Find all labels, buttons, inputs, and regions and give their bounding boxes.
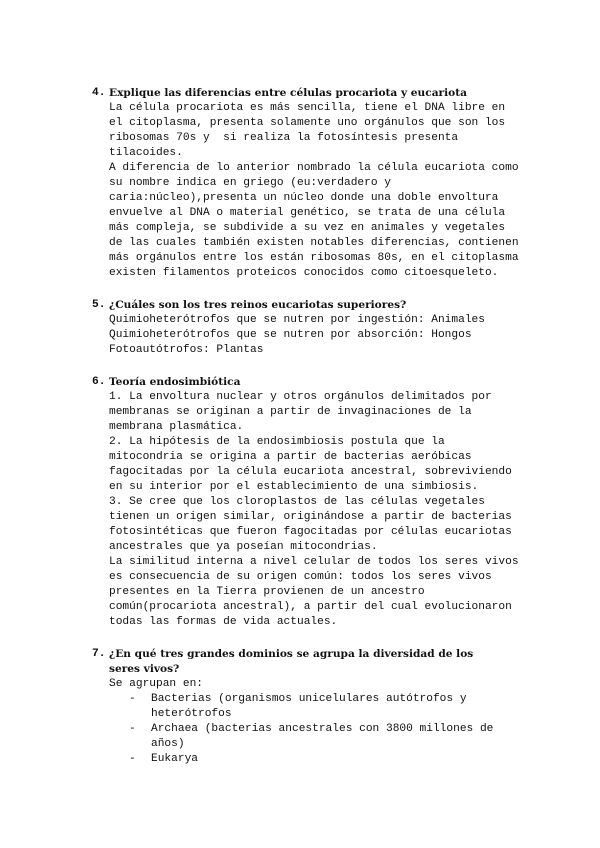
answer-text xyxy=(109,390,532,630)
text-line: tilacoides. xyxy=(109,147,183,159)
text-line: Quimioheterótrofos que se nutren por absorción: Hongos xyxy=(109,329,472,341)
dash-bullet: - xyxy=(129,693,136,705)
text-line: Eukarya xyxy=(151,753,198,765)
question-title: Teoría endosimbiótica xyxy=(109,376,241,388)
text-line: existen filamentos proteicos conocidos como citoesqueleto. xyxy=(109,267,499,279)
question-number: 7. xyxy=(92,648,106,660)
text-line: tienen un origen similar, originándose a partir de bacterias xyxy=(109,511,512,523)
text-line: La célula procariota es más sencilla, tiene el DNA libre en xyxy=(109,102,506,114)
question-4 xyxy=(92,86,532,281)
text-line: es consecuencia de su origen común: todos los seres vivos xyxy=(109,571,492,583)
question-4-heading xyxy=(92,86,532,101)
question-title: Explique las diferencias entre células procariota y eucariota xyxy=(109,87,467,99)
question-7 xyxy=(92,647,532,767)
answer-text xyxy=(109,313,532,358)
question-5-heading xyxy=(92,298,532,313)
text-line: envuelve al DNA o material genético, se trata de una célula xyxy=(109,207,506,219)
question-number: 4. xyxy=(92,87,106,99)
list-item xyxy=(129,752,532,767)
text-line: más orgánulos entre los están ribosomas 80s, en el citoplasma xyxy=(109,252,519,264)
text-line: heterótrofos xyxy=(151,708,232,720)
text-line: en su interior por el establecimiento de una simbiosis. xyxy=(109,481,479,493)
text-line: mitocondria se origina a partir de bacterias aeróbicas xyxy=(109,451,472,463)
text-line: fagocitadas por la célula eucariota ancestral, sobreviviendo xyxy=(109,466,512,478)
text-line: fotosintéticas que fueron fagocitadas por células eucariotas xyxy=(109,526,512,538)
text-line: 1. La envoltura nuclear y otros orgánulos delimitados por xyxy=(109,391,492,403)
text-line: 2. La hipótesis de la endosimbiosis postula que la xyxy=(109,436,445,448)
question-6 xyxy=(92,375,532,630)
text-line: todas las formas de vida actuales. xyxy=(109,616,338,628)
question-number: 6. xyxy=(92,376,106,388)
text-line: La similitud interna a nivel celular de todos los seres vivos xyxy=(109,556,519,568)
text-line: Bacterias (organismos unicelulares autótrofos y xyxy=(151,693,467,705)
question-6-heading xyxy=(92,375,532,390)
text-line: A diferencia de lo anterior nombrado la célula eucariota como xyxy=(109,162,519,174)
text-line: de las cuales también existen notables diferencias, contienen xyxy=(109,237,519,249)
text-line: membrana plasmática. xyxy=(109,421,244,433)
question-7-heading xyxy=(92,647,532,677)
question-5 xyxy=(92,298,532,358)
text-line: membranas se originan a partir de invaginaciones de la xyxy=(109,406,472,418)
answer-text xyxy=(109,677,532,767)
question-number: 5. xyxy=(92,299,106,311)
text-line: caria:núcleo),presenta un núcleo donde una doble envoltura xyxy=(109,192,499,204)
question-title: ¿En qué tres grandes dominios se agrupa la diversidad de los xyxy=(109,648,474,660)
text-line: ancestrales que ya poseían mitocondrias. xyxy=(109,541,378,553)
answer-text xyxy=(109,101,532,281)
list-item xyxy=(129,722,532,752)
text-line: ribosomas 70s y si realiza la fotosíntesis presenta xyxy=(109,132,459,144)
text-line: Fotoautótrofos: Plantas xyxy=(109,344,264,356)
list-item xyxy=(129,692,532,722)
dash-bullet: - xyxy=(129,723,136,735)
text-line: el citoplasma, presenta solamente uno orgánulos que son los xyxy=(109,117,506,129)
text-line: más compleja, se subdivide a su vez en animales y vegetales xyxy=(109,222,506,234)
text-line: Archaea (bacterias ancestrales con 3800 millones de xyxy=(151,723,494,735)
text-line: años) xyxy=(151,738,185,750)
text-line: Se agrupan en: xyxy=(109,678,203,690)
text-line: común(procariota ancestral), a partir del cual evolucionaron xyxy=(109,601,512,613)
text-line: Quimioheterótrofos que se nutren por ingestión: Animales xyxy=(109,314,485,326)
domain-list xyxy=(129,692,532,767)
question-title: seres vivos? xyxy=(109,663,180,675)
text-line: presentes en la Tierra provienen de un ancestro xyxy=(109,586,425,598)
text-line: 3. Se cree que los cloroplastos de las células vegetales xyxy=(109,496,485,508)
dash-bullet: - xyxy=(129,753,136,765)
question-title: ¿Cuáles son los tres reinos eucariotas superiores? xyxy=(109,299,407,311)
text-line: su nombre indica en griego (eu:verdadero y xyxy=(109,177,391,189)
